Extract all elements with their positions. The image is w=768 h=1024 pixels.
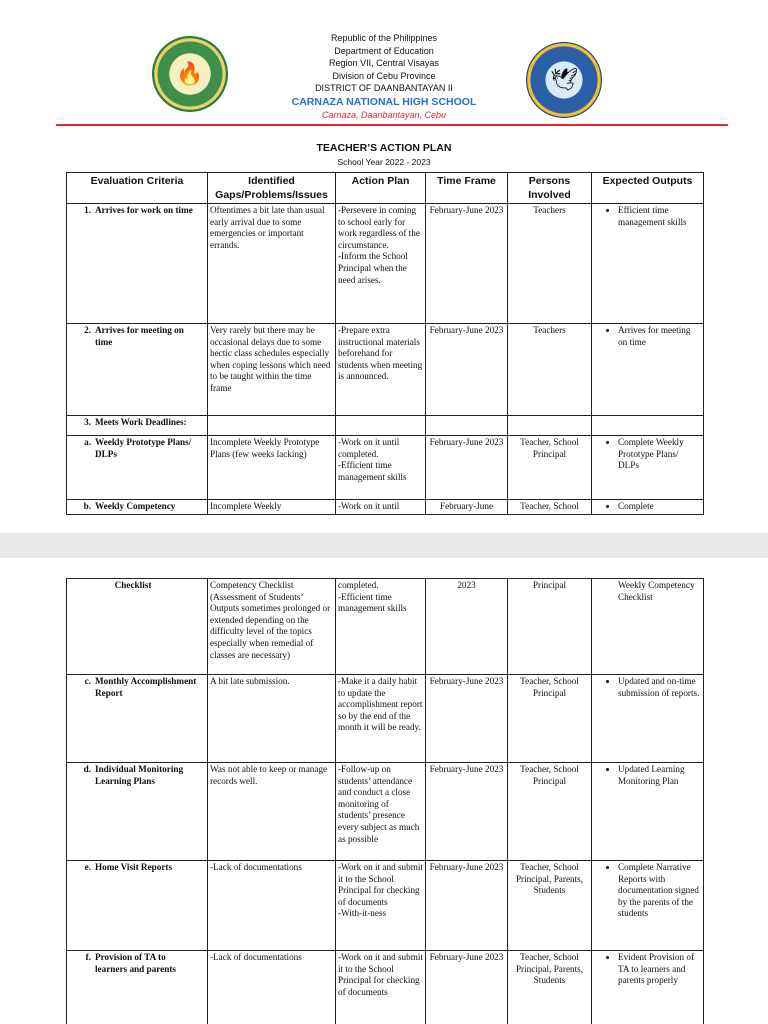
output-item: • Updated Learning Monitoring Plan — [618, 764, 701, 787]
school-year: School Year 2022 - 2023 — [337, 157, 431, 167]
criteria-number: 3. — [84, 417, 91, 427]
criteria-cell — [67, 204, 208, 324]
action-plan-cell: -Prepare extra instructional materials beforehand for students when meeting is announced. — [336, 324, 426, 416]
header-divider — [56, 124, 728, 126]
expected-output-cell — [592, 951, 704, 1024]
expected-output-cell — [592, 579, 704, 675]
time-frame-cell: February-June — [426, 500, 508, 515]
output-list — [594, 580, 701, 603]
header-line: Department of Education — [334, 45, 434, 56]
letterhead — [0, 32, 768, 121]
time-frame-cell: February-June 2023 — [426, 436, 508, 500]
output-list — [594, 676, 701, 699]
expected-output-cell — [592, 861, 704, 951]
criteria-text: Arrives for meeting on time — [95, 325, 184, 347]
criteria-text: Weekly Competency — [95, 501, 176, 511]
table-row — [67, 204, 704, 324]
time-frame-cell: February-June 2023 — [426, 951, 508, 1024]
school-name: CARNAZA NATIONAL HIGH SCHOOL — [291, 95, 477, 108]
output-list — [594, 325, 701, 348]
criteria-text: Individual Monitoring Learning Plans — [95, 764, 184, 786]
column-header: Action Plan — [336, 173, 426, 204]
column-header: Expected Outputs — [592, 173, 704, 204]
action-plan-cell: -Work on it until completed. -Efficient time management skills — [336, 436, 426, 500]
expected-output-cell — [592, 436, 704, 500]
criteria-cell — [67, 951, 208, 1024]
table-row — [67, 579, 704, 675]
persons-involved-cell: Teachers — [508, 204, 592, 324]
school-address: Carnaza, Daanbantayan, Cebu — [321, 109, 447, 120]
table-row — [67, 675, 704, 763]
persons-involved-cell: Teachers — [508, 324, 592, 416]
header-line: Republic of the Philippines — [330, 33, 438, 43]
criteria-number: e. — [84, 862, 91, 872]
criteria-text: Checklist — [114, 580, 152, 590]
output-list — [594, 862, 701, 920]
time-frame-cell: February-June 2023 — [426, 861, 508, 951]
action-plan-cell: completed. -Efficient time management skills — [336, 579, 426, 675]
time-frame-cell: February-June 2023 — [426, 324, 508, 416]
gaps-cell: Competency Checklist (Assessment of Students’ Outputs sometimes prolonged or extended depending on the difficulty level of the topics especially when remedial of classes are necessary) — [208, 579, 336, 675]
persons-involved-cell: Teacher, School Principal — [508, 436, 592, 500]
output-item: • Arrives for meeting on time — [618, 325, 701, 348]
gaps-cell: Was not able to keep or manage records well. — [208, 763, 336, 861]
torch-icon: 🔥 — [176, 61, 204, 86]
output-item: • Complete Weekly Prototype Plans/ DLPs — [618, 437, 701, 472]
column-header: Time Frame — [426, 173, 508, 204]
column-header: Evaluation Criteria — [67, 173, 208, 204]
criteria-cell — [67, 436, 208, 500]
output-list — [594, 205, 701, 228]
criteria-cell — [67, 763, 208, 861]
time-frame-cell: February-June 2023 — [426, 675, 508, 763]
gaps-cell: -Lack of documentations — [208, 951, 336, 1024]
criteria-text: Monthly Accomplishment Report — [95, 676, 197, 698]
criteria-text: Arrives for work on time — [95, 205, 193, 215]
output-list — [594, 952, 701, 987]
document-title: TEACHER’S ACTION PLAN — [316, 142, 452, 154]
gaps-cell: -Lack of documentations — [208, 861, 336, 951]
gaps-cell: Oftentimes a bit late than usual early arrival due to some emergencies or important errands. — [208, 204, 336, 324]
time-frame-cell: February-June 2023 — [426, 204, 508, 324]
expected-output-cell — [592, 324, 704, 416]
output-list — [594, 501, 701, 513]
criteria-cell — [67, 579, 208, 675]
document-page-2 — [0, 558, 768, 1024]
expected-output-cell — [592, 500, 704, 515]
persons-involved-cell — [508, 416, 592, 436]
criteria-number: 2. — [84, 325, 91, 335]
criteria-text: Home Visit Reports — [95, 862, 173, 872]
expected-output-cell — [592, 675, 704, 763]
action-plan-cell — [336, 416, 426, 436]
action-plan-table — [66, 172, 704, 515]
expected-output-cell — [592, 416, 704, 436]
gaps-cell: A bit late submission. — [208, 675, 336, 763]
action-plan-table-continued — [66, 578, 704, 1024]
table-row — [67, 763, 704, 861]
action-plan-cell: -Work on it and submit it to the School Principal for checking of documents -With-it-ness — [336, 861, 426, 951]
criteria-number: c. — [84, 676, 91, 686]
table-row — [67, 324, 704, 416]
table-row — [67, 861, 704, 951]
time-frame-cell — [426, 416, 508, 436]
criteria-cell — [67, 500, 208, 515]
action-plan-cell: -Persevere in coming to school early for work regardless of the circumstance. -Inform the School Principal when the need arises. — [336, 204, 426, 324]
action-plan-cell: -Work on it until — [336, 500, 426, 515]
output-item: • Updated and on-time submission of reports. — [618, 676, 701, 699]
action-plan-cell: -Make it a daily habit to update the accomplishment report so by the end of the month it will be ready. — [336, 675, 426, 763]
output-item: • Efficient time management skills — [618, 205, 701, 228]
expected-output-cell — [592, 763, 704, 861]
output-item: • Complete Narrative Reports with documentation signed by the parents of the students — [618, 862, 701, 920]
gaps-cell — [208, 416, 336, 436]
output-list — [594, 764, 701, 787]
header-line: DISTRICT OF DAANBANTAYAN II — [315, 83, 453, 93]
criteria-cell — [67, 416, 208, 436]
persons-involved-cell: Teacher, School — [508, 500, 592, 515]
column-header: Persons Involved — [508, 173, 592, 204]
criteria-number: 1. — [84, 205, 91, 215]
persons-involved-cell: Teacher, School Principal, Parents, Students — [508, 861, 592, 951]
criteria-cell — [67, 861, 208, 951]
output-list — [594, 437, 701, 472]
expected-output-cell — [592, 204, 704, 324]
time-frame-cell: February-June 2023 — [426, 763, 508, 861]
header-line: Division of Cebu Province — [332, 70, 436, 81]
criteria-text: Meets Work Deadlines: — [95, 417, 187, 427]
criteria-number: b. — [83, 501, 91, 511]
time-frame-cell: 2023 — [426, 579, 508, 675]
action-plan-cell: -Work on it and submit it to the School Principal for checking of documents — [336, 951, 426, 1024]
table-row — [67, 951, 704, 1024]
criteria-text: Provision of TA to learners and parents — [95, 952, 176, 974]
table-row — [67, 436, 704, 500]
criteria-cell — [67, 324, 208, 416]
persons-involved-cell: Principal — [508, 579, 592, 675]
table-header-row — [67, 173, 704, 204]
bird-icon: 🕊 — [550, 67, 578, 92]
gaps-cell: Incomplete Weekly Prototype Plans (few weeks lacking) — [208, 436, 336, 500]
criteria-number: a. — [84, 437, 91, 447]
criteria-number: f. — [85, 952, 91, 962]
output-item: • Complete — [618, 501, 701, 513]
output-item: Weekly Competency Checklist — [618, 580, 695, 602]
persons-involved-cell: Teacher, School Principal — [508, 763, 592, 861]
criteria-text: Weekly Prototype Plans/ DLPs — [95, 437, 192, 459]
action-plan-cell: -Follow-up on students’ attendance and conduct a close monitoring of students’ presence every subject as much as possible — [336, 763, 426, 861]
criteria-number: d. — [83, 764, 91, 774]
column-header: Identified Gaps/Problems/Issues — [208, 173, 336, 204]
persons-involved-cell: Teacher, School Principal, Parents, Students — [508, 951, 592, 1024]
table-row — [67, 416, 704, 436]
table-row — [67, 500, 704, 515]
criteria-cell — [67, 675, 208, 763]
gaps-cell: Incomplete Weekly — [208, 500, 336, 515]
output-item: • Evident Provision of TA to learners and parents properly — [618, 952, 701, 987]
persons-involved-cell: Teacher, School Principal — [508, 675, 592, 763]
header-line: Region VII, Central Visayas — [329, 58, 439, 68]
gaps-cell: Very rarely but there may be occasional delays due to some hectic class schedules especially when coping lessons which need to be taught within the time frame — [208, 324, 336, 416]
